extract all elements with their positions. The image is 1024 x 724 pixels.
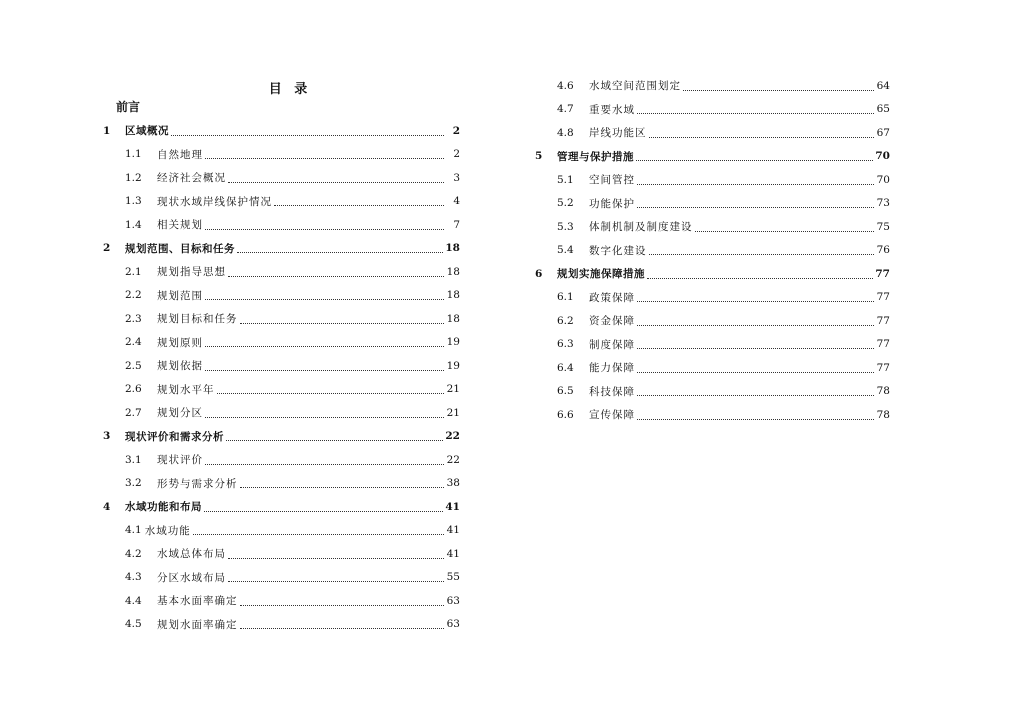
toc-entry-page: 18 [446, 289, 460, 302]
toc-dot-leader [205, 157, 444, 159]
toc-section-entry[interactable] [535, 380, 890, 404]
toc-dot-leader [205, 463, 444, 465]
toc-entry-page: 22 [446, 453, 460, 466]
toc-entry-page: 21 [446, 383, 460, 396]
toc-entry-title: 重要水域 [589, 103, 635, 116]
toc-section-entry[interactable] [103, 331, 460, 355]
toc-section-entry[interactable] [103, 378, 460, 402]
toc-entry-title: 现状评价 [157, 454, 203, 467]
toc-entry-number: 4.8 [557, 126, 574, 139]
toc-entry-page: 19 [446, 336, 460, 349]
toc-entry-number: 2 [103, 242, 111, 255]
toc-entry-title: 规划指导思想 [157, 266, 226, 279]
toc-section-entry[interactable] [535, 192, 890, 216]
toc-dot-leader [637, 371, 874, 373]
toc-entry-page: 77 [876, 338, 890, 351]
toc-section-entry[interactable] [103, 542, 460, 566]
toc-entry-number: 6 [535, 267, 543, 280]
toc-entry-page: 70 [876, 173, 890, 186]
toc-entry-page: 4 [453, 195, 460, 208]
toc-entry-number: 4.7 [557, 103, 574, 116]
toc-entry-number: 6.3 [557, 338, 574, 351]
toc-entry-number: 6.6 [557, 408, 574, 421]
toc-dot-leader [228, 275, 444, 277]
toc-entry-title: 水域空间范围划定 [589, 80, 681, 93]
toc-dot-leader [637, 347, 874, 349]
toc-dot-leader [240, 486, 445, 488]
toc-dot-leader [171, 134, 444, 136]
toc-preface-entry[interactable]: 前言 [116, 100, 141, 114]
toc-entry-title: 规划范围 [157, 289, 203, 302]
toc-entry-page: 18 [445, 242, 460, 255]
toc-dot-leader [683, 89, 874, 91]
toc-entry-page: 77 [876, 291, 890, 304]
toc-entry-title: 制度保障 [589, 338, 635, 351]
toc-entry-title: 基本水面率确定 [157, 595, 238, 608]
toc-section-entry[interactable] [535, 286, 890, 310]
toc-entry-page: 64 [876, 79, 890, 92]
toc-section-entry[interactable] [535, 98, 890, 122]
toc-entry-title: 水域总体布局 [157, 548, 226, 561]
toc-entry-page: 78 [876, 385, 890, 398]
toc-entry-title: 规划范围、目标和任务 [125, 242, 235, 255]
toc-section-entry[interactable] [103, 401, 460, 425]
toc-section-entry[interactable] [535, 403, 890, 427]
toc-entry-number: 4.5 [125, 618, 142, 631]
toc-entry-page: 63 [446, 618, 460, 631]
toc-dot-leader [240, 604, 445, 606]
toc-dot-leader [637, 300, 874, 302]
toc-chapter-entry[interactable] [535, 145, 890, 169]
toc-section-entry[interactable] [103, 354, 460, 378]
toc-chapter-entry[interactable] [103, 495, 460, 519]
toc-entry-title: 自然地理 [157, 148, 203, 161]
toc-entry-page: 38 [446, 477, 460, 490]
toc-entry-number: 2.6 [125, 383, 142, 396]
toc-entry-title: 分区水域布局 [157, 571, 226, 584]
toc-entry-page: 41 [445, 500, 460, 513]
toc-entry-page: 70 [875, 150, 890, 163]
toc-dot-leader [647, 277, 873, 279]
toc-dot-leader [228, 181, 444, 183]
toc-entry-page: 77 [876, 361, 890, 374]
toc-entry-page: 75 [876, 220, 890, 233]
toc-dot-leader [637, 206, 874, 208]
toc-section-entry[interactable] [103, 284, 460, 308]
toc-dot-leader [205, 416, 444, 418]
toc-entry-title: 资金保障 [589, 315, 635, 328]
toc-section-entry[interactable] [103, 190, 460, 214]
toc-entry-number: 2.4 [125, 336, 142, 349]
toc-section-entry[interactable] [103, 213, 460, 237]
toc-entry-title: 功能保护 [589, 197, 635, 210]
toc-entry-title: 规划水面率确定 [157, 618, 238, 631]
toc-section-entry[interactable] [535, 121, 890, 145]
toc-dot-leader [636, 159, 873, 161]
toc-dot-leader [649, 136, 875, 138]
toc-entry-number: 4.3 [125, 571, 142, 584]
toc-entry-number: 6.1 [557, 291, 574, 304]
toc-entry-number: 6.2 [557, 314, 574, 327]
toc-right-column [535, 74, 890, 427]
toc-chapter-entry[interactable] [103, 119, 460, 143]
toc-entry-title: 管理与保护措施 [557, 150, 634, 163]
toc-dot-leader [217, 392, 445, 394]
toc-entry-title: 政策保障 [589, 291, 635, 304]
toc-entry-title: 规划原则 [157, 336, 203, 349]
toc-section-entry[interactable] [535, 74, 890, 98]
toc-chapter-entry[interactable] [103, 425, 460, 449]
toc-entry-title: 水域功能 [144, 524, 191, 537]
toc-entry-number: 2.3 [125, 312, 142, 325]
toc-entry-page: 55 [446, 571, 460, 584]
toc-entry-number: 1 [103, 124, 111, 137]
toc-entry-number: 2.1 [125, 265, 142, 278]
toc-dot-leader [240, 627, 445, 629]
toc-entry-page: 2 [452, 124, 460, 137]
toc-entry-number: 5.1 [557, 173, 574, 186]
toc-section-entry[interactable] [535, 239, 890, 263]
toc-entry-title: 数字化建设 [589, 244, 647, 257]
toc-entry-number: 6.5 [557, 385, 574, 398]
toc-entry-number: 4.6 [557, 79, 574, 92]
toc-dot-leader [205, 228, 444, 230]
toc-dot-leader [204, 510, 443, 512]
toc-entry-number: 3.2 [125, 477, 142, 490]
toc-entry-title: 空间管控 [589, 174, 635, 187]
toc-dot-leader [193, 533, 444, 535]
toc-entry-number: 2.7 [125, 406, 142, 419]
toc-dot-leader [240, 322, 445, 324]
toc-entry-number: 4.2 [125, 547, 142, 560]
toc-entry-number: 5.3 [557, 220, 574, 233]
toc-dot-leader [205, 298, 444, 300]
toc-dot-leader [695, 230, 875, 232]
toc-entry-number: 3.1 [125, 453, 142, 466]
toc-entry-number: 4.4 [125, 594, 142, 607]
toc-entry-number: 6.4 [557, 361, 574, 374]
toc-entry-title: 宣传保障 [589, 409, 635, 422]
toc-entry-title: 规划水平年 [157, 383, 215, 396]
toc-section-entry[interactable] [103, 166, 460, 190]
toc-entry-title: 规划目标和任务 [157, 313, 238, 326]
toc-section-entry[interactable] [535, 356, 890, 380]
toc-entry-number: 1.1 [125, 148, 142, 161]
toc-entry-page: 73 [876, 197, 890, 210]
toc-entry-title: 经济社会概况 [157, 172, 226, 185]
toc-chapter-entry[interactable] [535, 262, 890, 286]
toc-left-column [103, 119, 460, 636]
toc-entry-page: 22 [445, 430, 460, 443]
toc-section-entry[interactable] [535, 168, 890, 192]
toc-entry-title: 水域功能和布局 [125, 501, 202, 514]
toc-entry-page: 67 [876, 126, 890, 139]
toc-section-entry[interactable] [535, 215, 890, 239]
toc-entry-title: 规划依据 [157, 360, 203, 373]
toc-entry-number: 5.2 [557, 197, 574, 210]
toc-entry-title: 相关规划 [157, 219, 203, 232]
toc-section-entry[interactable] [103, 519, 460, 543]
toc-section-entry[interactable] [103, 260, 460, 284]
toc-entry-title: 形势与需求分析 [157, 477, 238, 490]
toc-entry-number: 5.4 [557, 244, 574, 257]
toc-entry-title: 能力保障 [589, 362, 635, 375]
toc-entry-page: 76 [876, 244, 890, 257]
toc-section-entry[interactable] [103, 307, 460, 331]
toc-entry-title: 规划实施保障措施 [557, 268, 645, 281]
toc-entry-number: 5 [535, 150, 543, 163]
toc-dot-leader [228, 580, 444, 582]
toc-entry-title: 科技保障 [589, 385, 635, 398]
toc-entry-page: 21 [446, 406, 460, 419]
toc-entry-page: 77 [876, 314, 890, 327]
toc-entry-page: 18 [446, 312, 460, 325]
toc-entry-page: 18 [446, 265, 460, 278]
toc-section-entry[interactable] [103, 589, 460, 613]
toc-entry-number: 1.4 [125, 218, 142, 231]
toc-entry-page: 2 [453, 148, 460, 161]
toc-dot-leader [637, 112, 874, 114]
toc-dot-leader [637, 183, 874, 185]
toc-entry-page: 3 [453, 171, 460, 184]
toc-entry-page: 77 [875, 267, 890, 280]
toc-section-entry[interactable] [103, 613, 460, 637]
toc-section-entry[interactable] [103, 448, 460, 472]
toc-entry-page: 7 [453, 218, 460, 231]
toc-dot-leader [237, 251, 443, 253]
toc-entry-page: 65 [876, 103, 890, 116]
toc-section-entry[interactable] [535, 309, 890, 333]
toc-entry-number: 4.1 [125, 524, 142, 537]
toc-entry-page: 78 [876, 408, 890, 421]
toc-dot-leader [637, 324, 874, 326]
toc-section-entry[interactable] [103, 566, 460, 590]
toc-entry-title: 现状水域岸线保护情况 [157, 195, 272, 208]
toc-entry-page: 41 [446, 524, 460, 537]
toc-dot-leader [637, 418, 874, 420]
toc-dot-leader [649, 253, 875, 255]
toc-title: 目 录 [268, 82, 312, 97]
toc-dot-leader [228, 557, 444, 559]
toc-entry-page: 41 [446, 547, 460, 560]
toc-entry-page: 19 [446, 359, 460, 372]
toc-entry-number: 2.2 [125, 289, 142, 302]
toc-dot-leader [274, 204, 444, 206]
toc-entry-title: 规划分区 [157, 407, 203, 420]
toc-entry-number: 1.3 [125, 195, 142, 208]
toc-entry-page: 63 [446, 594, 460, 607]
toc-dot-leader [205, 369, 444, 371]
toc-dot-leader [226, 439, 443, 441]
toc-entry-number: 4 [103, 500, 111, 513]
toc-section-entry[interactable] [535, 333, 890, 357]
toc-section-entry[interactable] [103, 143, 460, 167]
toc-entry-title: 区域概况 [125, 125, 169, 138]
toc-entry-number: 1.2 [125, 171, 142, 184]
toc-section-entry[interactable] [103, 472, 460, 496]
toc-dot-leader [637, 394, 874, 396]
toc-entry-title: 体制机制及制度建设 [589, 221, 693, 234]
toc-entry-title: 现状评价和需求分析 [125, 430, 224, 443]
toc-entry-number: 3 [103, 430, 111, 443]
toc-entry-title: 岸线功能区 [589, 127, 647, 140]
toc-dot-leader [205, 345, 444, 347]
toc-chapter-entry[interactable] [103, 237, 460, 261]
toc-entry-number: 2.5 [125, 359, 142, 372]
